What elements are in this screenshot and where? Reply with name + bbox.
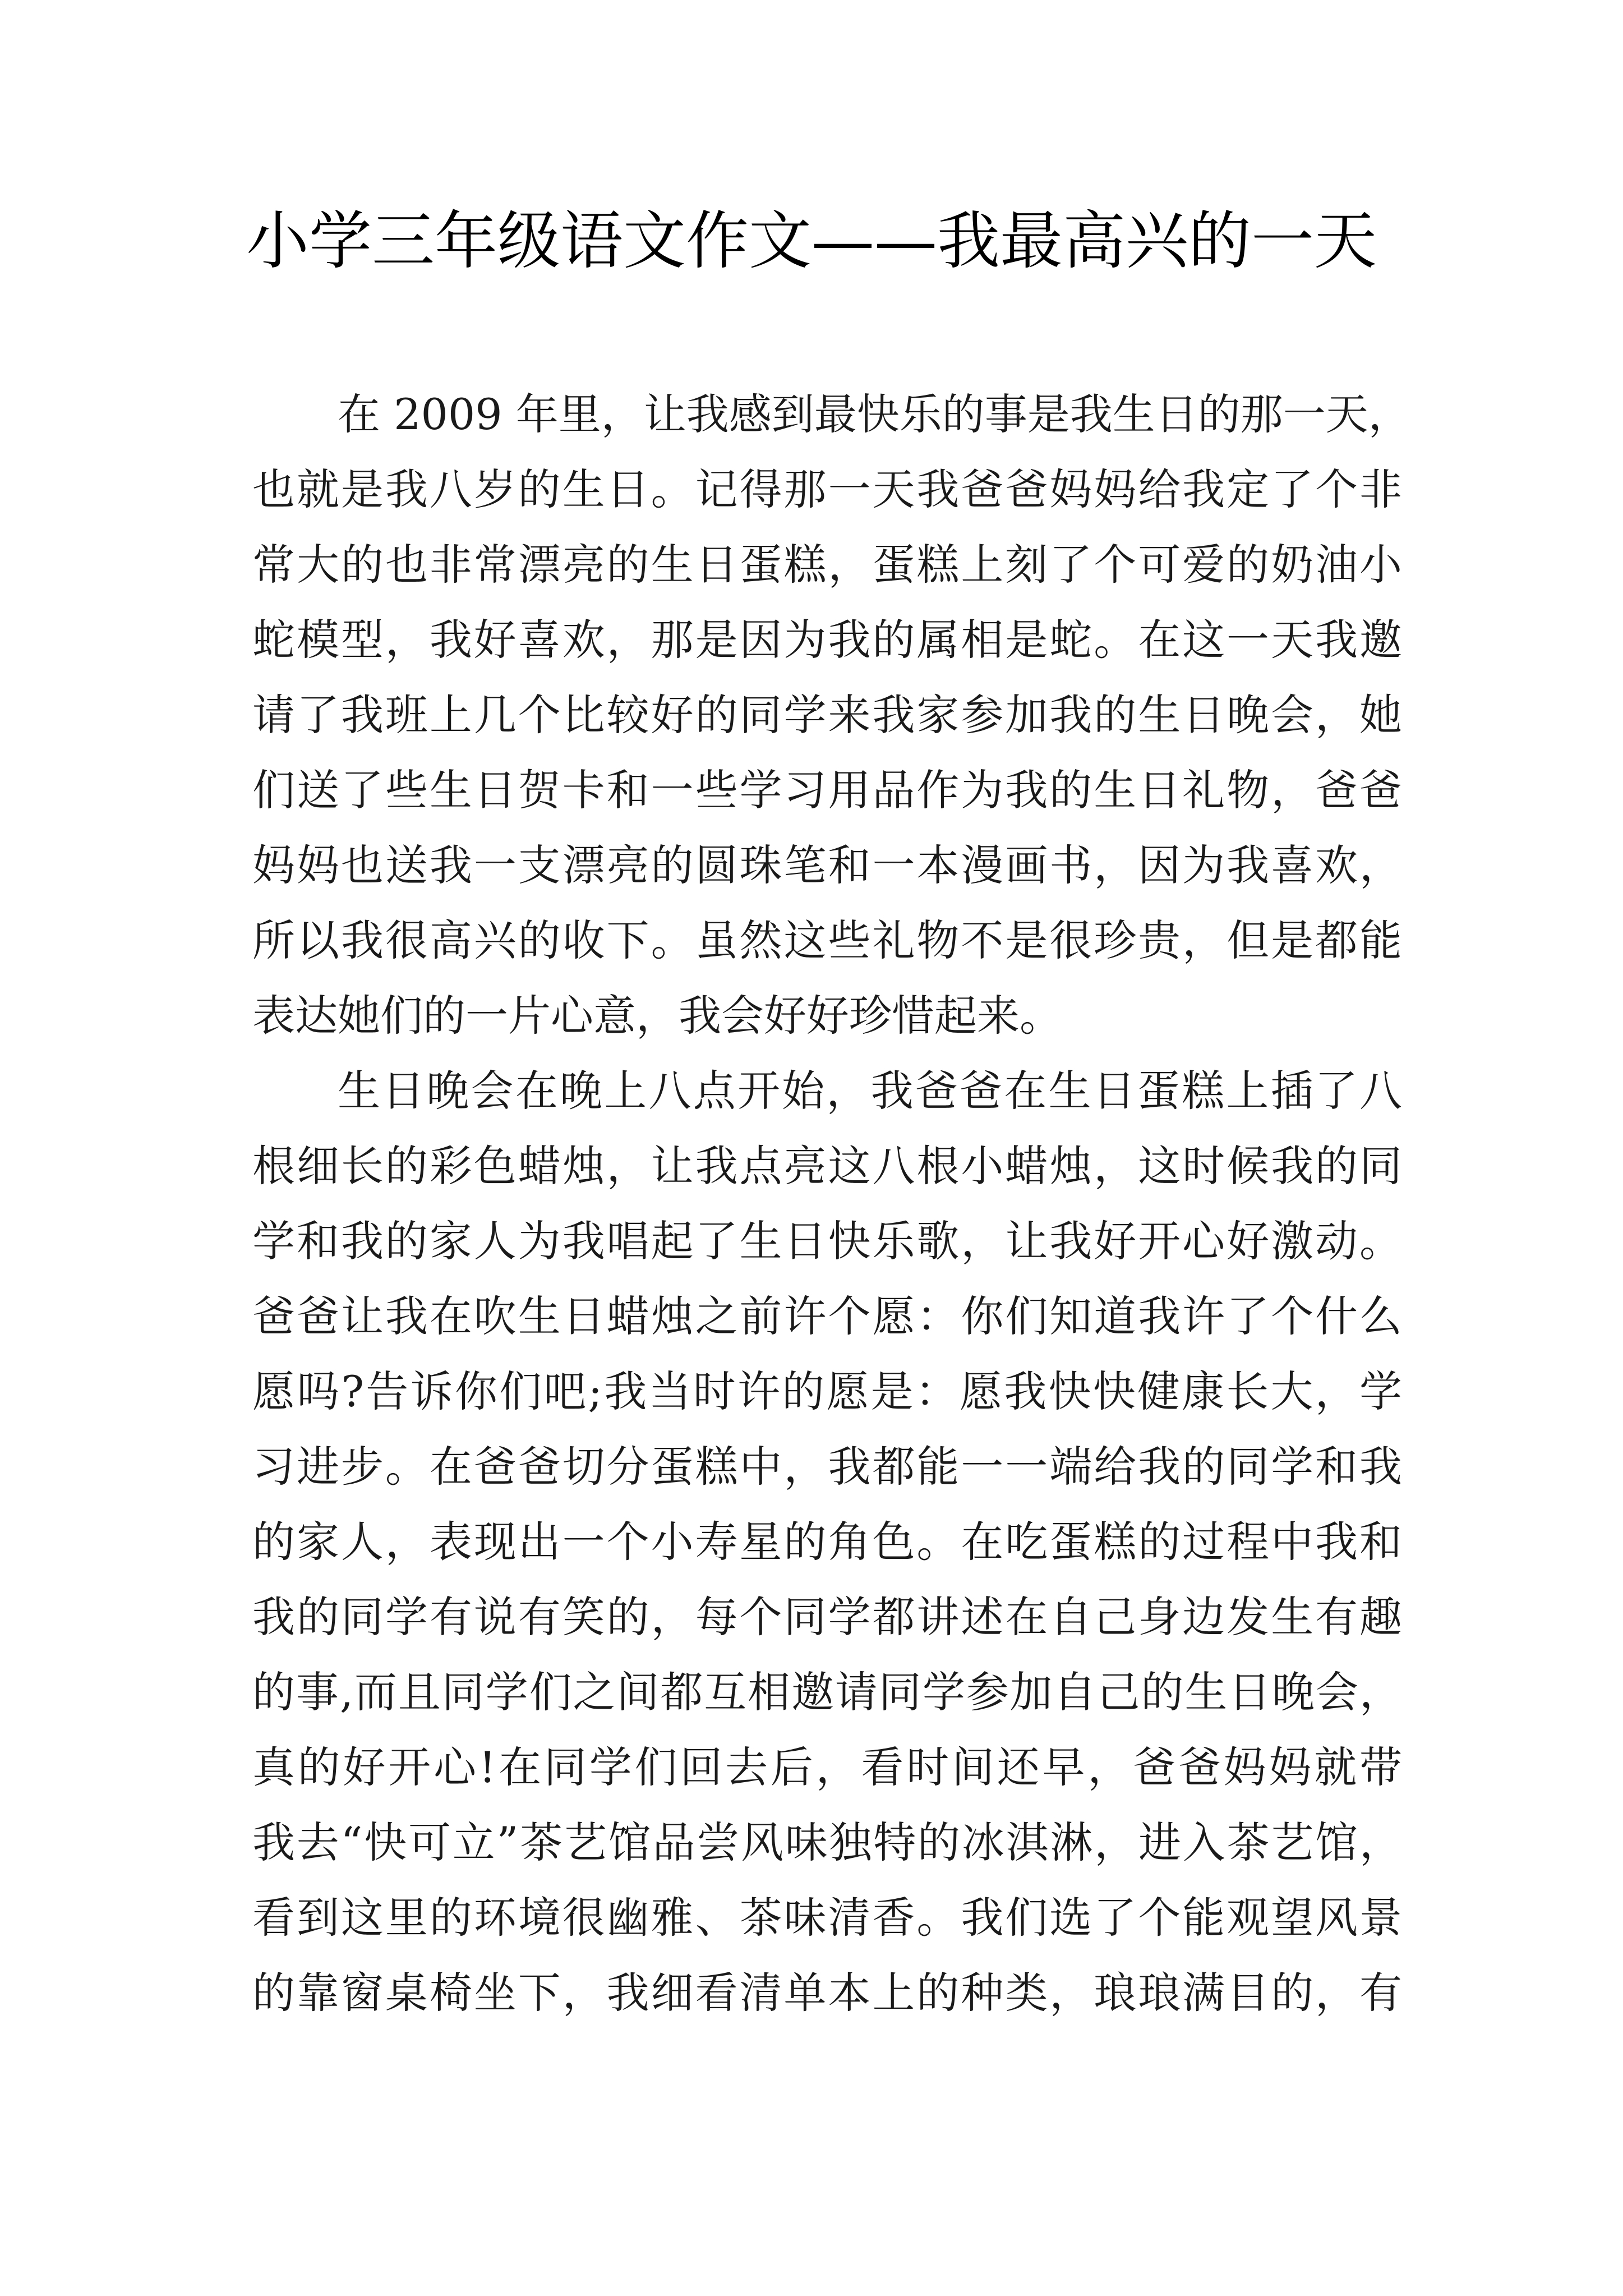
paragraph-line: 们送了些生日贺卡和一些学习用品作为我的生日礼物，爸爸	[252, 765, 1402, 815]
paragraph-line: 愿吗?告诉你们吧;我当时许的愿是：愿我快快健康长大，学	[252, 1366, 1402, 1416]
paragraph-line: 的靠窗桌椅坐下，我细看清单本上的种类，琅琅满目的，有	[252, 1968, 1402, 2018]
paragraph-line: 的家人，表现出一个小寿星的角色。在吃蛋糕的过程中我和	[252, 1517, 1402, 1567]
paragraph-line: 习进步。在爸爸切分蛋糕中，我都能一一端给我的同学和我	[252, 1442, 1402, 1492]
paragraph-line: 常大的也非常漂亮的生日蛋糕，蛋糕上刻了个可爱的奶油小	[252, 540, 1402, 590]
paragraph-line: 生日晚会在晚上八点开始，我爸爸在生日蛋糕上插了八	[338, 1066, 1402, 1116]
paragraph-line: 的事,而且同学们之间都互相邀请同学参加自己的生日晚会，	[252, 1667, 1402, 1717]
paragraph-line: 蛇模型，我好喜欢，那是因为我的属相是蛇。在这一天我邀	[252, 615, 1402, 665]
paragraph-line: 根细长的彩色蜡烛，让我点亮这八根小蜡烛，这时候我的同	[252, 1141, 1402, 1191]
paragraph-line: 学和我的家人为我唱起了生日快乐歌，让我好开心好激动。	[252, 1216, 1402, 1266]
paragraph-line: 爸爸让我在吹生日蜡烛之前许个愿：你们知道我许了个什么	[252, 1291, 1402, 1341]
paragraph-line: 所以我很高兴的收下。虽然这些礼物不是很珍贵，但是都能	[252, 915, 1402, 965]
essay-body	[252, 377, 1411, 2031]
paragraph-line: 表达她们的一片心意，我会好好珍惜起来。	[252, 991, 1062, 1041]
paragraph-line: 我去“快可立”茶艺馆品尝风味独特的冰淇淋，进入茶艺馆，	[252, 1818, 1402, 1867]
paragraph-line: 请了我班上几个比较好的同学来我家参加我的生日晚会，她	[252, 690, 1402, 740]
paragraph-line: 也就是我八岁的生日。记得那一天我爸爸妈妈给我定了个非	[252, 464, 1402, 514]
paragraph-line: 我的同学有说有笑的，每个同学都讲述在自己身边发生有趣	[252, 1592, 1402, 1642]
paragraph-line: 妈妈也送我一支漂亮的圆珠笔和一本漫画书，因为我喜欢，	[252, 840, 1402, 890]
page-title: 小学三年级语文作文——我最高兴的一天	[246, 205, 1377, 278]
paragraph-line: 看到这里的环境很幽雅、茶味清香。我们选了个能观望风景	[252, 1893, 1402, 1943]
paragraph-line: 在 2009 年里，让我感到最快乐的事是我生日的那一天，	[338, 389, 1411, 439]
paragraph-line: 真的好开心!在同学们回去后，看时间还早，爸爸妈妈就带	[252, 1742, 1402, 1792]
